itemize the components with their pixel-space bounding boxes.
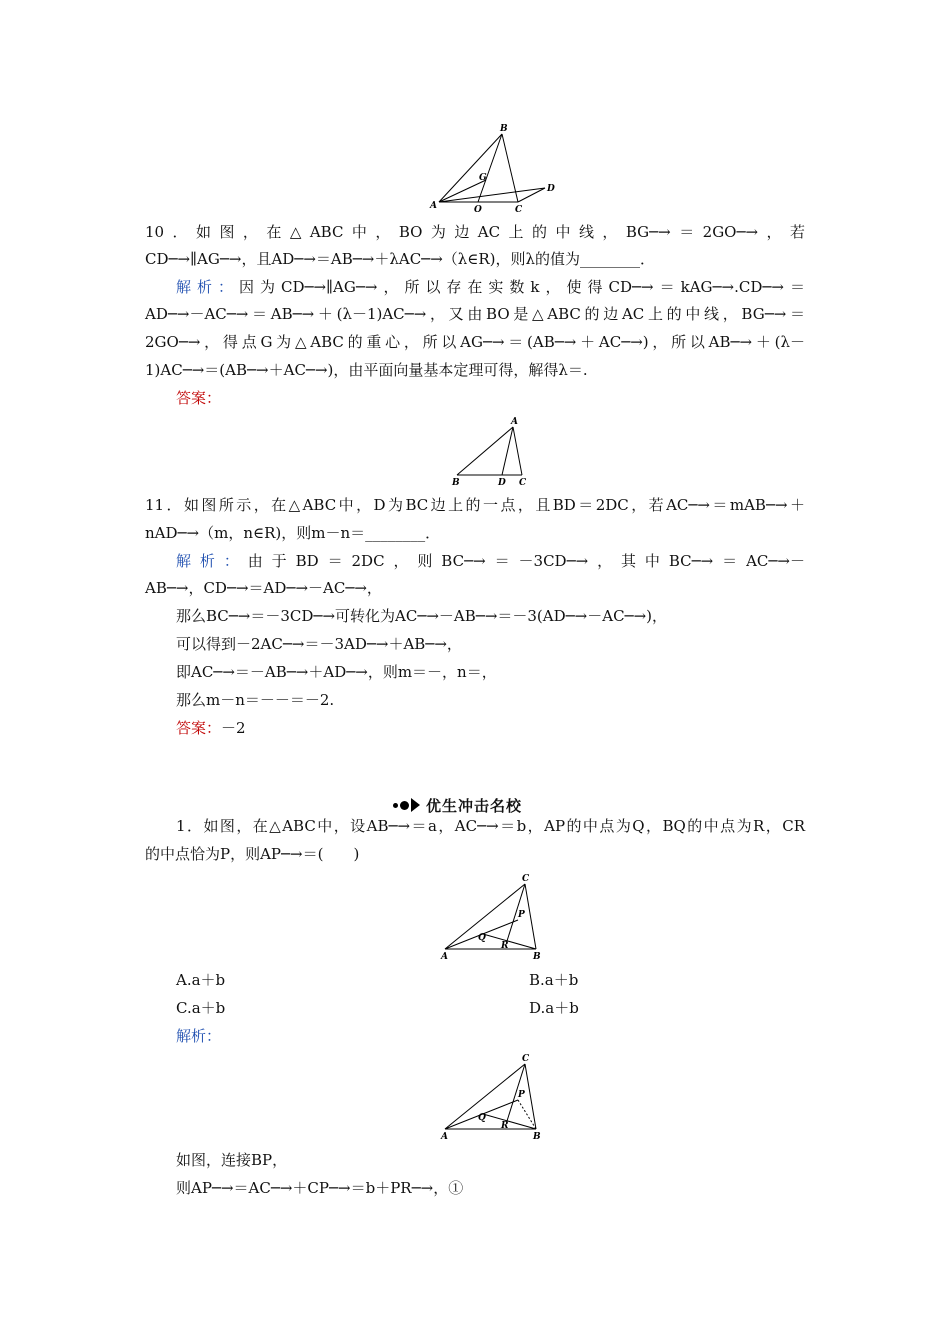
label-q: Q bbox=[478, 933, 486, 943]
q11-analysis-text1: 由于BD＝2DC，则BC─→＝－3CD─→，其中BC─→＝AC─→－ bbox=[247, 552, 805, 570]
label-r: R bbox=[501, 941, 509, 951]
label-c: C bbox=[522, 874, 530, 884]
triangle-diagram-q10 bbox=[420, 120, 570, 215]
q10-answer-label: 答案： bbox=[176, 389, 222, 407]
label-c: C bbox=[515, 205, 523, 215]
q11-answer bbox=[176, 718, 246, 738]
q10-analysis-line1 bbox=[176, 277, 805, 297]
label-r: R bbox=[501, 1121, 509, 1131]
p1-line2: 的中点恰为P，则AP─→＝( ) bbox=[145, 845, 360, 863]
label-b: B bbox=[533, 1132, 541, 1142]
analysis-label: 解析： bbox=[176, 552, 248, 570]
figure-p1-solution bbox=[435, 1050, 550, 1142]
label-p: P bbox=[518, 910, 525, 920]
q11-line2: nAD─→（m，n∈R)，则m－n＝________． bbox=[145, 524, 441, 542]
label-p: P bbox=[518, 1090, 525, 1100]
q10-line2: CD─→∥AG─→，且AD─→＝AB─→＋λAC─→（λ∈R)，则λ的值为________． bbox=[145, 250, 656, 268]
q11-step4: 那么m－n＝－－＝－2. bbox=[176, 691, 335, 709]
q10-analysis-line3: 2GO─→，得点G为△ABC的重心，所以AG─→＝(AB─→＋AC─→)，所以AB─→＋(λ－ bbox=[145, 333, 805, 351]
q11-analysis-line2: AB─→，CD─→＝AD─→－AC─→， bbox=[145, 579, 382, 597]
p1-solution-line2: 则AP─→＝AC─→＋CP─→＝b＋PR─→，① bbox=[176, 1179, 464, 1197]
p1-solution-line1: 如图，连接BP， bbox=[176, 1151, 288, 1169]
banner-title: 优生冲击名校 bbox=[426, 796, 523, 815]
q11-line1: 11．如图所示，在△ABC中，D为BC边上的一点，且BD＝2DC，若AC─→＝mAB─→＋ bbox=[145, 496, 805, 514]
q10-line1: 10．如图，在△ABC中，BO为边AC上的中线，BG─→＝2GO─→，若 bbox=[145, 223, 805, 241]
figure-q11 bbox=[445, 412, 535, 487]
label-b: B bbox=[452, 478, 460, 487]
option-a: A.a＋b bbox=[176, 971, 226, 989]
label-c: C bbox=[522, 1054, 530, 1064]
triangle-diagram-p1 bbox=[435, 870, 550, 962]
section-banner bbox=[393, 794, 522, 816]
option-d: D.a＋b bbox=[529, 999, 579, 1017]
label-g: G bbox=[479, 173, 487, 183]
label-a: A bbox=[430, 201, 437, 211]
figure-q10 bbox=[420, 120, 570, 215]
triangle-diagram-q11 bbox=[445, 412, 535, 487]
label-a: A bbox=[441, 1132, 448, 1142]
q11-analysis-line1 bbox=[176, 551, 805, 571]
triangle-diagram-p1-solution bbox=[435, 1050, 550, 1142]
label-d: D bbox=[498, 478, 506, 487]
q10-analysis-line4: 1)AC─→＝(AB─→＋AC─→)，由平面向量基本定理可得，解得λ＝. bbox=[145, 361, 588, 379]
option-c: C.a＋b bbox=[176, 999, 226, 1017]
q10-analysis-line2: AD─→－AC─→＝AB─→＋(λ－1)AC─→，又由BO是△ABC的边AC上的中线，BG─→＝ bbox=[145, 305, 805, 323]
figure-p1 bbox=[435, 870, 550, 962]
q10-analysis-text1: 因为CD─→∥AG─→，所以存在实数k，使得CD─→＝kAG─→.CD─→＝ bbox=[239, 278, 805, 296]
analysis-label: 解析： bbox=[176, 278, 239, 296]
label-q: Q bbox=[478, 1113, 486, 1123]
banner-bullet-icon bbox=[393, 798, 420, 812]
p1-line1: 1．如图，在△ABC中，设AB─→＝a，AC─→＝b，AP的中点为Q，BQ的中点为R，CR bbox=[176, 817, 805, 835]
label-a: A bbox=[441, 952, 448, 962]
q11-step2: 可以得到－2AC─→＝－3AD─→＋AB─→， bbox=[176, 635, 462, 653]
label-d: D bbox=[547, 184, 555, 194]
q11-step1: 那么BC─→＝－3CD─→可转化为AC─→－AB─→＝－3(AD─→－AC─→)， bbox=[176, 607, 668, 625]
label-b: B bbox=[533, 952, 541, 962]
label-a: A bbox=[511, 417, 518, 427]
label-b: B bbox=[500, 124, 508, 134]
q11-step3: 即AC─→＝－AB─→＋AD─→，则m＝－，n＝， bbox=[176, 663, 497, 681]
label-c: C bbox=[519, 478, 527, 487]
answer-label: 答案： bbox=[176, 719, 222, 737]
p1-analysis-label: 解析： bbox=[176, 1027, 222, 1045]
label-o: O bbox=[474, 205, 482, 215]
option-b: B.a＋b bbox=[529, 971, 579, 989]
answer-value: －2 bbox=[221, 719, 246, 737]
